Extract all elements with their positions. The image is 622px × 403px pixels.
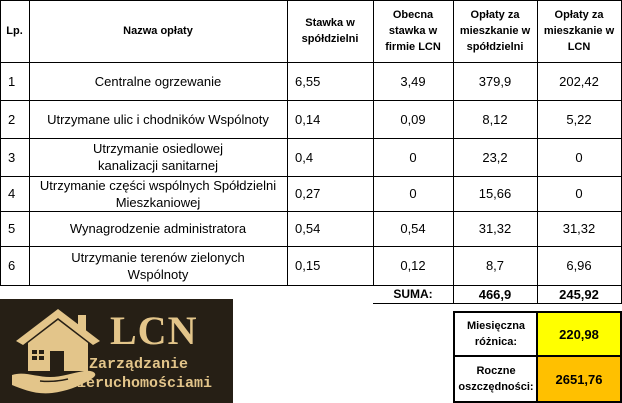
- table-row-rate-coop: 0,14: [295, 111, 321, 127]
- table-row-name: Wynagrodzenie administratora: [69, 221, 247, 236]
- table-row-lp: 5: [8, 221, 16, 236]
- table-row-rate-coop: 0,54: [295, 221, 321, 236]
- table-row-fee-lcn: 31,32: [562, 221, 596, 236]
- table-row-rate-lcn: 3,49: [400, 73, 426, 89]
- table-row-rate-lcn: 0: [409, 186, 417, 201]
- table-row-lp: 2: [8, 111, 16, 127]
- table-row-fee-coop: 31,32: [478, 221, 512, 236]
- table-row-rate-coop: 6,55: [295, 73, 321, 89]
- table-row-rate-lcn: 0,12: [400, 258, 426, 273]
- table-row-rate-coop: 0,27: [295, 186, 321, 201]
- yearly-savings-value: 2651,76: [538, 357, 620, 401]
- table-row-name: Utrzymanie osiedlowej kanalizacji sanitarnej: [92, 141, 224, 173]
- table-row-lp: 4: [8, 186, 16, 201]
- table-row-rate-coop: 0,4: [295, 149, 314, 165]
- table-row-fee-coop: 23,2: [482, 149, 508, 165]
- header-fee-coop: Opłaty za mieszkanie w spółdzielni: [459, 9, 531, 53]
- table-row-fee-lcn: 0: [575, 186, 583, 201]
- header-lp: Lp.: [6, 25, 23, 37]
- logo-tagline-line1: Zarządzanie: [89, 356, 189, 373]
- sum-fee-coop: 466,9: [478, 286, 512, 302]
- lcn-logo: [0, 299, 233, 403]
- header-name: Nazwa opłaty: [123, 25, 193, 37]
- sum-border-bottom: [373, 303, 622, 304]
- monthly-difference-label: Miesięczna różnica:: [466, 320, 526, 348]
- logo-brand: LCN: [110, 308, 198, 353]
- sum-label: SUMA:: [393, 287, 433, 301]
- table-row-fee-coop: 379,9: [478, 73, 512, 89]
- table-row-rate-lcn: 0,54: [400, 221, 426, 236]
- table-row-name: Utrzymanie części wspólnych Spółdzielni Mieszkaniowej: [39, 177, 277, 210]
- logo-tagline-line2: Nieruchomościami: [68, 375, 213, 392]
- header-rate-lcn: Obecna stawka w firmie LCN: [385, 9, 441, 53]
- table-row-lp: 6: [8, 258, 16, 273]
- table-row-fee-coop: 15,66: [478, 186, 512, 201]
- table-row-name: Utrzymane ulic i chodników Wspólnoty: [47, 111, 269, 127]
- table-row-fee-lcn: 5,22: [566, 111, 592, 127]
- table-row-fee-lcn: 202,42: [559, 73, 599, 89]
- table-row-fee-coop: 8,7: [485, 258, 505, 273]
- table-row-lp: 1: [8, 73, 16, 89]
- table-row-rate-coop: 0,15: [295, 258, 321, 273]
- table-row-rate-lcn: 0,09: [400, 111, 426, 127]
- sum-fee-lcn: 245,92: [559, 286, 599, 302]
- table-row-fee-coop: 8,12: [482, 111, 508, 127]
- header-rate-coop: Stawka w spółdzielni: [301, 17, 359, 45]
- table-row-name: Centralne ogrzewanie: [94, 73, 222, 89]
- table-row-fee-lcn: 6,96: [566, 258, 592, 273]
- table-row-rate-lcn: 0: [409, 149, 417, 165]
- header-fee-lcn: Opłaty za mieszkanie w LCN: [543, 9, 615, 53]
- table-row-name: Utrzymanie terenów zielonych Wspólnoty: [71, 249, 245, 282]
- table-row-lp: 3: [8, 149, 16, 165]
- yearly-savings-label: Roczne oszczędności:: [458, 365, 534, 393]
- monthly-difference-value: 220,98: [538, 313, 620, 355]
- table-row-fee-lcn: 0: [575, 149, 583, 165]
